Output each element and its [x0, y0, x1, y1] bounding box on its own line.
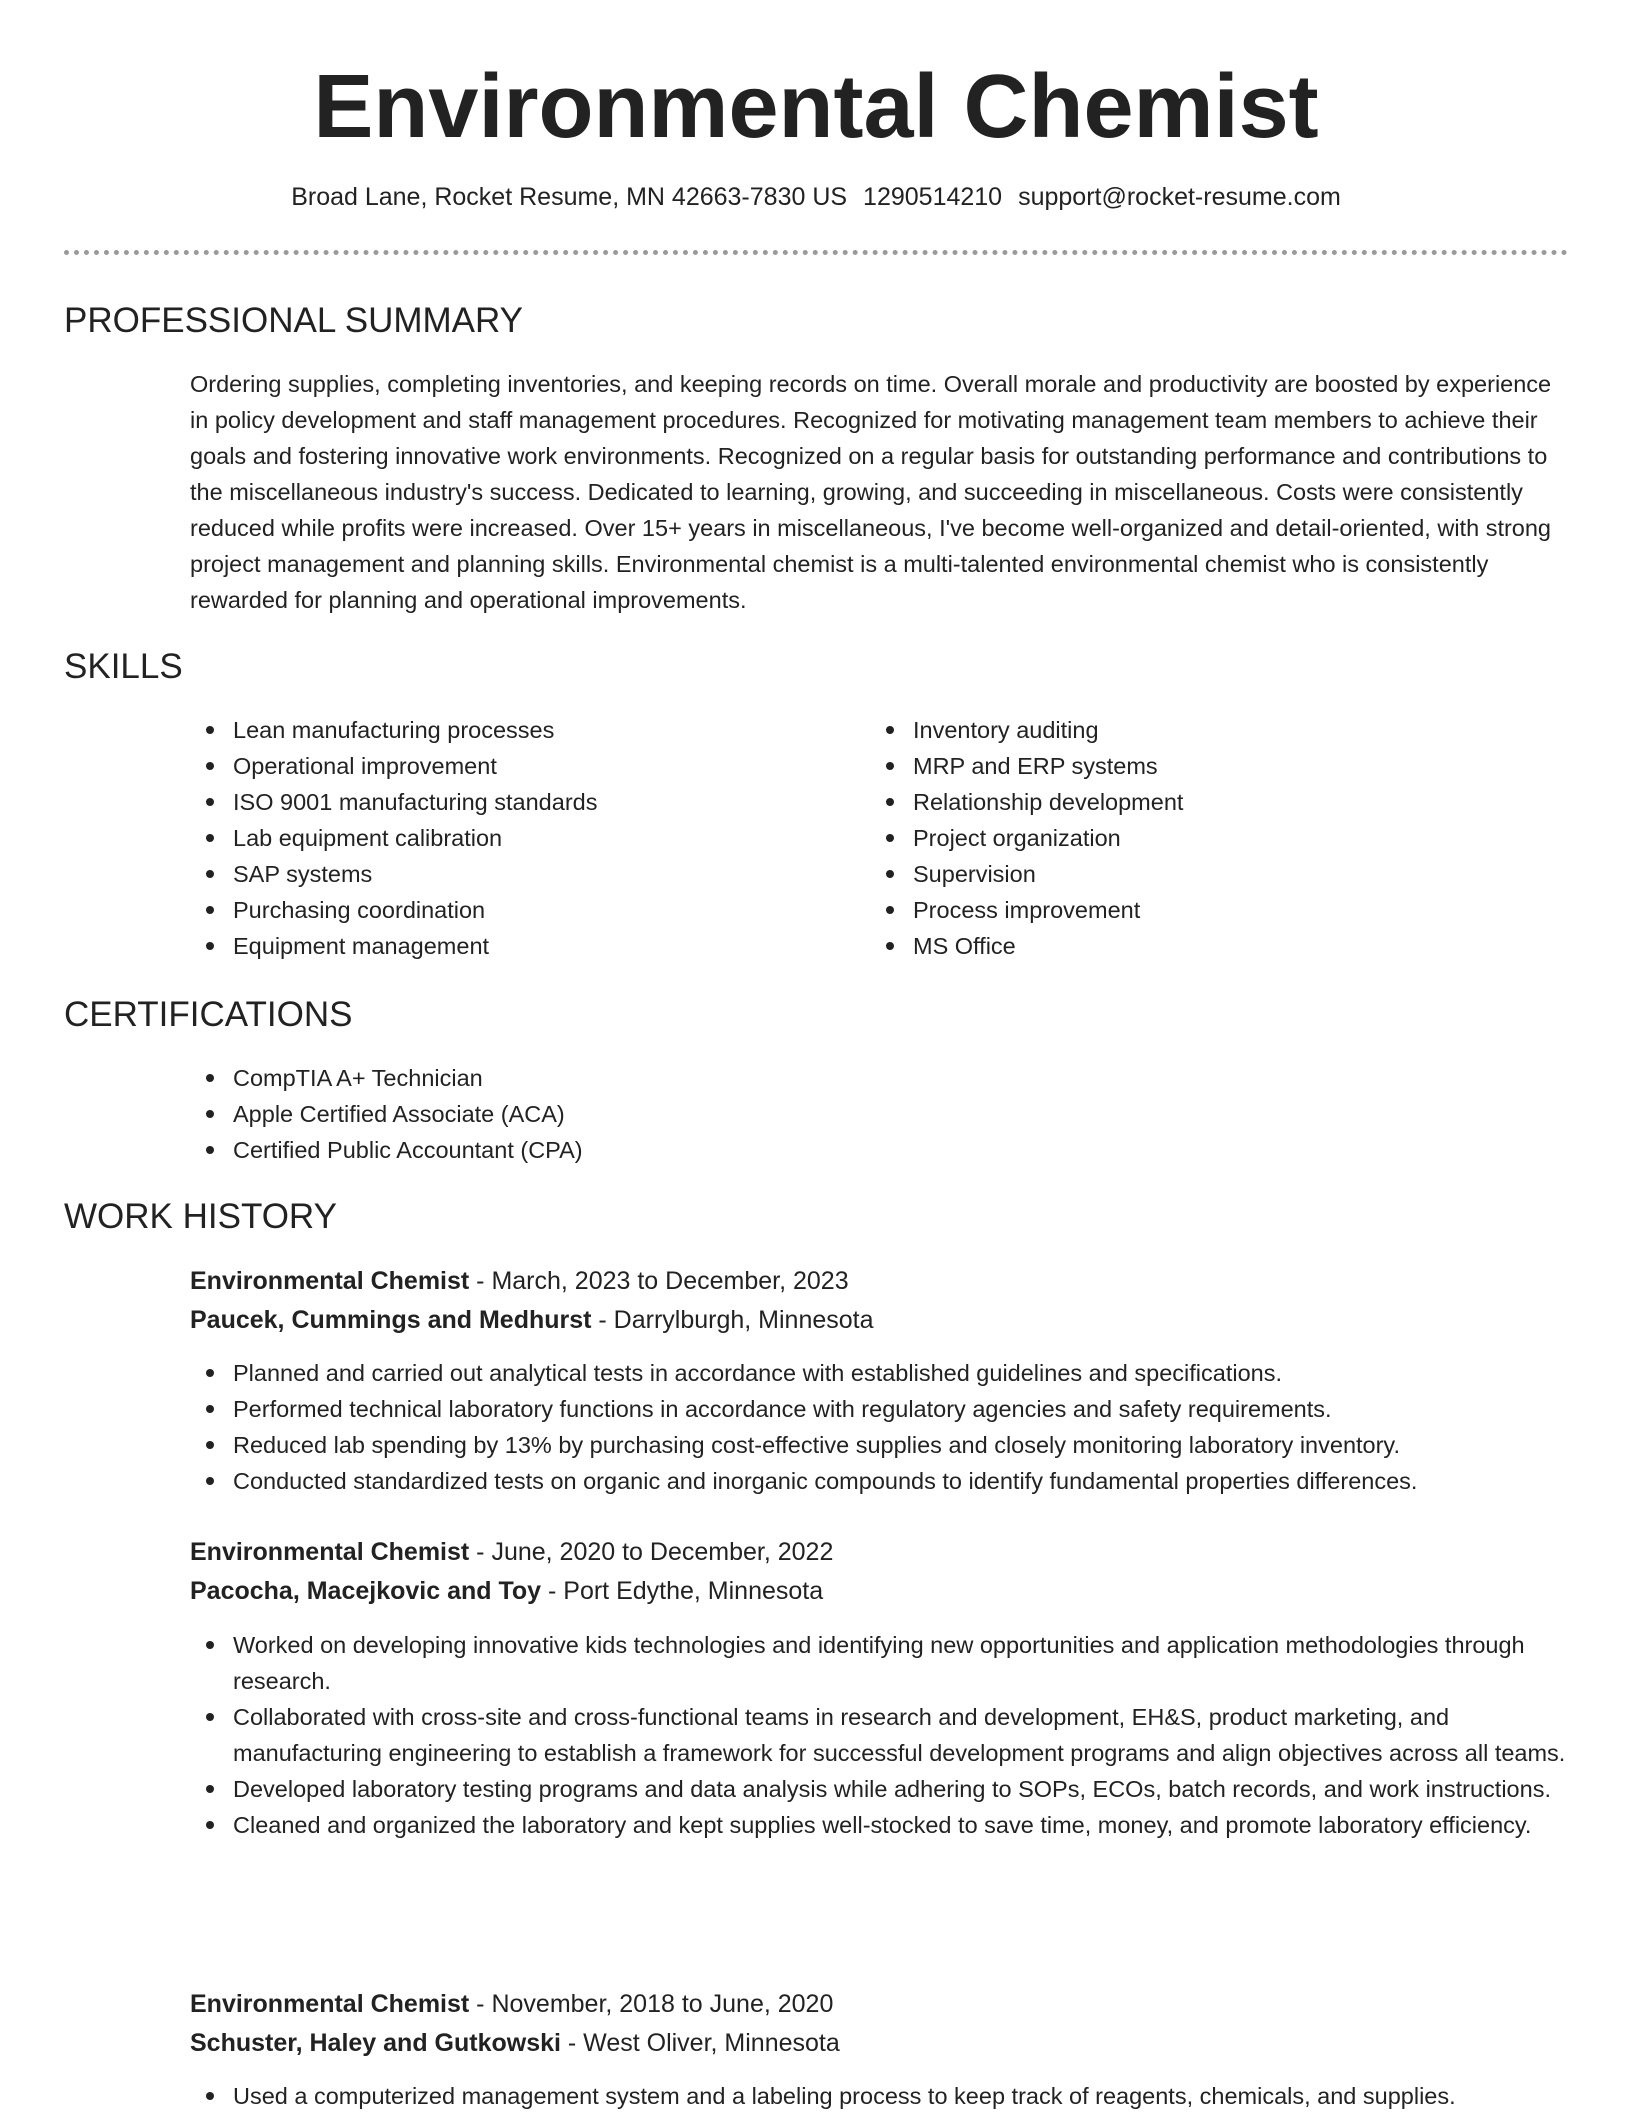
job-bullet: Collaborated with cross-site and cross-functional teams in research and development, EH&S, product marketing, and manufacturing engineering to establish a framework for successful development programs and align objectives across all teams. — [190, 1699, 1570, 1771]
contact-address: Broad Lane, Rocket Resume, MN 42663-7830 US — [291, 183, 848, 211]
certifications-list — [190, 1060, 1090, 1168]
certification-item: Apple Certified Associate (ACA) — [190, 1096, 1090, 1132]
skill-item: SAP systems — [190, 856, 830, 892]
job-company: Schuster, Haley and Gutkowski — [190, 2029, 561, 2057]
skill-item: Project organization — [870, 820, 1550, 856]
job-title-line — [190, 1263, 849, 1299]
job-bullet: Cleaned and organized the laboratory and kept supplies well-stocked to save time, money, and promote laboratory efficiency. — [190, 1807, 1570, 1843]
resume-name: Environmental Chemist — [313, 57, 1319, 157]
skills-heading: SKILLS — [64, 647, 183, 686]
contact-phone: 1290514210 — [863, 183, 1003, 211]
job-title: Environmental Chemist — [190, 1990, 470, 2018]
job-bullets — [190, 2078, 1570, 2114]
contact-email: support@rocket-resume.com — [1018, 183, 1341, 211]
summary-heading: PROFESSIONAL SUMMARY — [64, 301, 523, 340]
job-title-line — [190, 1986, 833, 2022]
skills-list-right — [870, 712, 1550, 964]
skill-item: Purchasing coordination — [190, 892, 830, 928]
job-bullet: Used a computerized management system and a labeling process to keep track of reagents, chemicals, and supplies. — [190, 2078, 1570, 2114]
job-company-line — [190, 1573, 823, 1609]
job-company-line — [190, 1302, 874, 1338]
job-bullet: Conducted standardized tests on organic and inorganic compounds to identify fundamental properties differences. — [190, 1463, 1570, 1499]
job-title: Environmental Chemist — [190, 1538, 470, 1566]
job-title: Environmental Chemist — [190, 1267, 470, 1295]
summary-text: Ordering supplies, completing inventories, and keeping records on time. Overall morale and productivity are boosted by experience in policy development and staff management procedures. Recognized for motivating management team members to achieve their goals and fostering innovative work environments. Recognized on a regular basis for outstanding performance and contributions to the miscellaneous industry's success. Dedicated to learning, growing, and succeeding in miscellaneous. Costs were consistently reduced while profits were increased. Over 15+ years in miscellaneous, I've become well-organized and detail-oriented, with strong project management and planning skills. Environmental chemist is a multi-talented environmental chemist who is consistently rewarded for planning and operational improvements. — [190, 371, 1552, 613]
skill-item: Inventory auditing — [870, 712, 1550, 748]
job-company: Pacocha, Macejkovic and Toy — [190, 1577, 542, 1605]
job-location: - West Oliver, Minnesota — [560, 2029, 840, 2057]
job-bullet: Worked on developing innovative kids technologies and identifying new opportunities and application methodologies through research. — [190, 1627, 1570, 1699]
skill-item: Supervision — [870, 856, 1550, 892]
skill-item: Equipment management — [190, 928, 830, 964]
skill-item: Process improvement — [870, 892, 1550, 928]
certifications-heading: CERTIFICATIONS — [64, 995, 353, 1034]
skill-item: ISO 9001 manufacturing standards — [190, 784, 830, 820]
contact-info — [0, 179, 1632, 215]
job-bullet: Reduced lab spending by 13% by purchasing cost-effective supplies and closely monitoring laboratory inventory. — [190, 1427, 1570, 1463]
job-company: Paucek, Cummings and Medhurst — [190, 1306, 592, 1334]
certification-item: Certified Public Accountant (CPA) — [190, 1132, 1090, 1168]
job-dates: - March, 2023 to December, 2023 — [469, 1267, 849, 1295]
job-bullet: Developed laboratory testing programs and data analysis while adhering to SOPs, ECOs, batch records, and work instructions. — [190, 1771, 1570, 1807]
skills-list-left — [190, 712, 830, 964]
skill-item: Relationship development — [870, 784, 1550, 820]
skill-item: Operational improvement — [190, 748, 830, 784]
skill-item: Lab equipment calibration — [190, 820, 830, 856]
skill-item: Lean manufacturing processes — [190, 712, 830, 748]
job-dates: - June, 2020 to December, 2022 — [469, 1538, 834, 1566]
job-bullets — [190, 1627, 1570, 1843]
job-bullet: Performed technical laboratory functions in accordance with regulatory agencies and safety requirements. — [190, 1391, 1570, 1427]
job-location: - Darrylburgh, Minnesota — [591, 1306, 874, 1334]
skill-item: MRP and ERP systems — [870, 748, 1550, 784]
job-title-line — [190, 1534, 833, 1570]
job-bullets — [190, 1355, 1570, 1499]
job-dates: - November, 2018 to June, 2020 — [469, 1990, 834, 2018]
job-bullet: Planned and carried out analytical tests in accordance with established guidelines and specifications. — [190, 1355, 1570, 1391]
job-location: - Port Edythe, Minnesota — [541, 1577, 824, 1605]
certification-item: CompTIA A+ Technician — [190, 1060, 1090, 1096]
header-divider — [64, 250, 1568, 255]
work-history-heading: WORK HISTORY — [64, 1197, 337, 1236]
job-company-line — [190, 2025, 840, 2061]
skill-item: MS Office — [870, 928, 1550, 964]
